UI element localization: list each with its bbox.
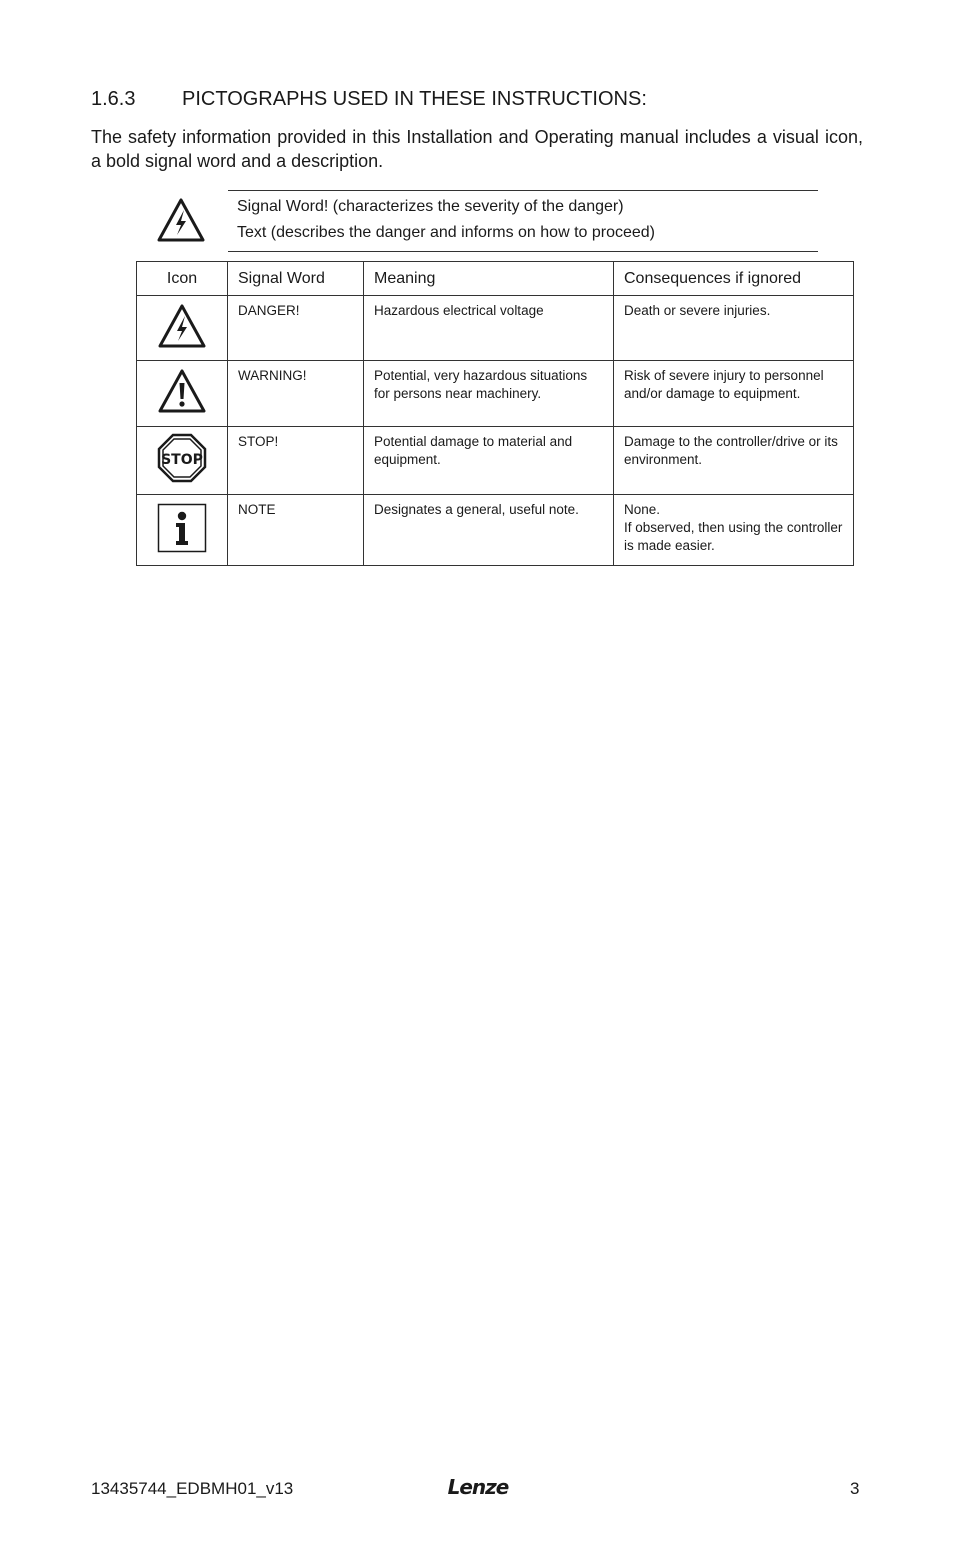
stop-sign-icon: [157, 433, 207, 483]
meaning-cell: Potential damage to material and equipment.: [364, 427, 614, 495]
header-icon: Icon: [137, 262, 228, 296]
lenze-logo: [445, 1474, 511, 1500]
consequence-line: Risk of severe injury to personnel and/or damage to equipment.: [624, 368, 824, 401]
table-row: [137, 361, 854, 427]
section-number: 1.6.3: [91, 88, 136, 110]
icon-cell: [137, 361, 228, 427]
header-consequences: Consequences if ignored: [614, 262, 854, 296]
intro-paragraph: The safety information provided in this Installation and Operating manual includes a visual icon, a bold signal word and a description.: [91, 127, 863, 171]
legend-line-text: Text (describes the danger and informs on how to proceed): [237, 224, 656, 241]
section-heading: [91, 88, 647, 111]
meaning-cell: Hazardous electrical voltage: [364, 296, 614, 361]
table-header-row: [137, 262, 854, 296]
signal-word-legend: [228, 190, 818, 252]
header-meaning: Meaning: [364, 262, 614, 296]
electrical-hazard-icon: [157, 197, 205, 243]
signal-word-cell: NOTE: [228, 495, 364, 566]
icon-cell: [137, 427, 228, 495]
consequence-cell: [614, 361, 854, 427]
table-row: [137, 427, 854, 495]
signal-word-cell: STOP!: [228, 427, 364, 495]
consequence-line: None.: [624, 502, 661, 517]
consequence-cell: [614, 495, 854, 566]
meaning-cell: Potential, very hazardous situations for persons near machinery.: [364, 361, 614, 427]
signal-word-cell: DANGER!: [228, 296, 364, 361]
stop-sign-text: STOP: [161, 452, 203, 468]
table-row: [137, 495, 854, 566]
section-title: PICTOGRAPHS USED IN THESE INSTRUCTIONS:: [182, 88, 647, 110]
page-number: 3: [850, 1479, 860, 1498]
signal-word-cell: WARNING!: [228, 361, 364, 427]
consequence-line: If observed, then using the controller is made easier.: [624, 520, 843, 553]
table-row: [137, 296, 854, 361]
icon-cell: [137, 495, 228, 566]
meaning-cell: Designates a general, useful note.: [364, 495, 614, 566]
consequence-cell: [614, 427, 854, 495]
icon-cell: [137, 296, 228, 361]
header-signal-word: Signal Word: [228, 262, 364, 296]
document-id: 13435744_EDBMH01_v13: [91, 1479, 294, 1498]
legend-line-signal-word: Signal Word! (characterizes the severity of the danger): [237, 198, 624, 215]
pictograph-table: [136, 261, 854, 566]
consequence-cell: [614, 296, 854, 361]
consequence-line: Damage to the controller/drive or its environment.: [624, 434, 838, 467]
warning-exclamation-icon: [157, 368, 207, 414]
brand-name: Lenze: [447, 1475, 509, 1499]
info-note-icon: [157, 503, 207, 553]
electrical-hazard-icon: [157, 303, 207, 349]
consequence-line: Death or severe injuries.: [624, 303, 771, 318]
